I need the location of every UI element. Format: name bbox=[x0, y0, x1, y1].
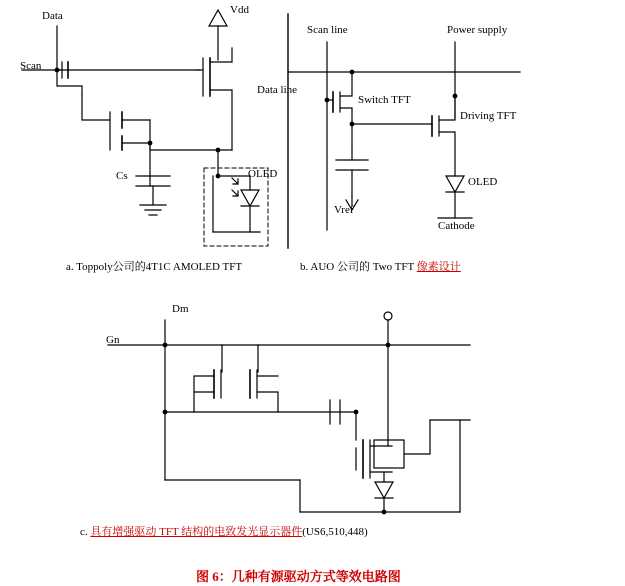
label-oled-b: OLED bbox=[468, 176, 498, 188]
label-scan: Scan bbox=[20, 60, 42, 72]
label-dm: Dm bbox=[172, 303, 189, 315]
label-driving-tft: Driving TFT bbox=[460, 110, 517, 122]
caption-panel-c-red: 具有增强驱动 TFT 结构的电致发光显示器件 bbox=[90, 526, 303, 538]
label-oled-a: OLED bbox=[248, 168, 278, 180]
label-power-supply: Power supply bbox=[447, 24, 508, 36]
label-cs: Cs bbox=[116, 170, 128, 182]
label-switch-tft: Switch TFT bbox=[358, 94, 411, 106]
caption-panel-c-suffix: (US6,510,448) bbox=[302, 526, 368, 538]
label-scan-line: Scan line bbox=[307, 24, 348, 36]
figure-title: 图 6：几种有源驱动方式等效电路图 bbox=[196, 569, 401, 584]
caption-panel-b bbox=[300, 258, 461, 274]
caption-panel-b-black: b. AUO 公司的 Two TFT bbox=[300, 261, 417, 273]
label-data: Data bbox=[42, 10, 63, 22]
label-vref: Vref bbox=[334, 204, 354, 216]
caption-panel-b-red: 像素设计 bbox=[416, 261, 461, 273]
label-gn: Gn bbox=[106, 334, 120, 346]
caption-panel-c-prefix: c. bbox=[80, 526, 91, 538]
caption-panel-c bbox=[80, 523, 368, 539]
label-cathode: Cathode bbox=[438, 220, 475, 232]
caption-panel-a: a. Toppoly公司的4T1C AMOLED TFT bbox=[66, 261, 243, 273]
label-data-line: Data line bbox=[257, 84, 298, 96]
label-vdd: Vdd bbox=[230, 4, 249, 16]
